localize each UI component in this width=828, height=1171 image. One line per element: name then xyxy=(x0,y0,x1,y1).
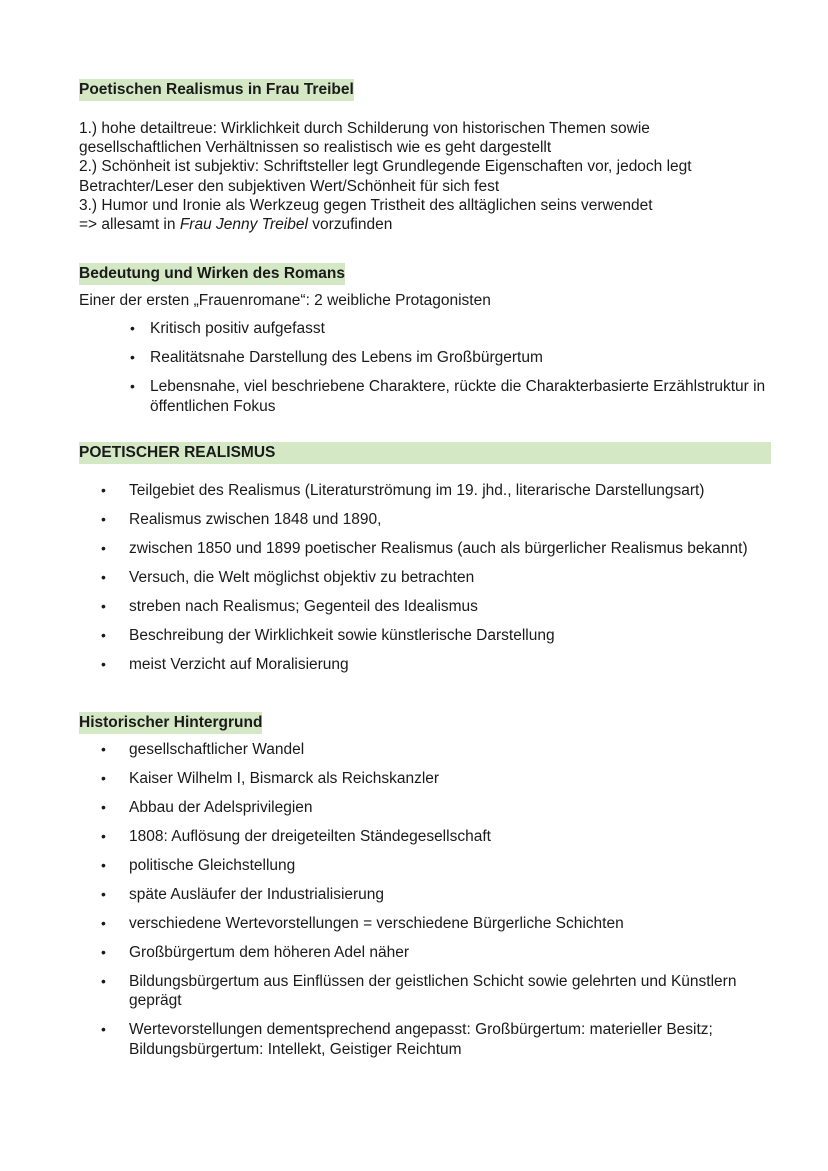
list-item-text: streben nach Realismus; Gegenteil des Idealismus xyxy=(129,597,478,615)
bullet-icon: • xyxy=(101,626,106,643)
list-item-text: Kritisch positiv aufgefasst xyxy=(150,320,325,338)
bullet-icon: • xyxy=(101,568,106,585)
bullet-list xyxy=(79,481,771,675)
section-poetischer-realismus-treibel xyxy=(79,79,771,234)
list-item xyxy=(79,597,771,617)
bullet-list xyxy=(79,319,771,416)
list-item xyxy=(79,914,771,934)
bullet-icon: • xyxy=(101,856,106,873)
list-item xyxy=(79,943,771,963)
list-item xyxy=(79,655,771,675)
paragraph: 3.) Humor und Ironie als Werkzeug gegen Tristheit des alltäglichen seins verwendet xyxy=(79,196,653,214)
document-page xyxy=(79,79,771,1069)
list-item xyxy=(79,510,771,530)
paragraph-text: vorzufinden xyxy=(307,216,393,234)
bullet-icon: • xyxy=(130,378,135,395)
bullet-icon: • xyxy=(101,914,106,931)
paragraph: 1.) hohe detailtreue: Wirklichkeit durch Schilderung von historischen Themen sowie gesellschaftlichen Verhältnissen so realistisch wie es geht dargestellt xyxy=(79,120,650,157)
list-item-text: Teilgebiet des Realismus (Literaturströmung im 19. jhd., literarische Darstellungsart) xyxy=(129,481,705,499)
bullet-icon: • xyxy=(101,943,106,960)
list-item xyxy=(79,740,771,760)
list-item xyxy=(79,377,771,416)
list-item-text: späte Ausläufer der Industrialisierung xyxy=(129,885,385,903)
list-item xyxy=(79,568,771,588)
section-heading: Historischer Hintergrund xyxy=(79,712,262,734)
list-item-text: Lebensnahe, viel beschriebene Charaktere, rückte die Charakterbasierte Erzählstruktur in öffentlichen Fokus xyxy=(150,378,766,415)
paragraph: Einer der ersten „Frauenromane“: 2 weibliche Protagonisten xyxy=(79,292,491,310)
list-item-text: Kaiser Wilhelm I, Bismarck als Reichskanzler xyxy=(129,769,440,787)
list-item xyxy=(79,626,771,646)
section-poetischer-realismus xyxy=(79,442,771,675)
list-item-text: politische Gleichstellung xyxy=(129,856,296,874)
list-item xyxy=(79,319,771,339)
section-heading: Poetischen Realismus in Frau Treibel xyxy=(79,79,354,101)
list-item xyxy=(79,1020,771,1059)
paragraph xyxy=(79,215,771,234)
section-historischer-hintergrund xyxy=(79,712,771,1060)
bullet-icon: • xyxy=(101,827,106,844)
bullet-icon: • xyxy=(101,740,106,757)
list-item-text: Großbürgertum dem höheren Adel näher xyxy=(129,943,410,961)
list-item xyxy=(79,972,771,1011)
list-item-text: Wertevorstellungen dementsprechend angepasst: Großbürgertum: materieller Besitz; Bildungsbürgertum: Intellekt, Geistiger Reichtum xyxy=(129,1021,713,1058)
list-item-text: Versuch, die Welt möglichst objektiv zu betrachten xyxy=(129,568,475,586)
list-item-text: Realismus zwischen 1848 und 1890, xyxy=(129,510,382,528)
bullet-icon: • xyxy=(101,539,106,556)
list-item xyxy=(79,798,771,818)
bullet-icon: • xyxy=(130,349,135,366)
list-item xyxy=(79,539,771,559)
bullet-icon: • xyxy=(101,885,106,902)
list-item-text: 1808: Auflösung der dreigeteilten Ständegesellschaft xyxy=(129,827,491,845)
book-title: Frau Jenny Treibel xyxy=(179,216,308,234)
bullet-icon: • xyxy=(101,1021,106,1038)
paragraph-text: => allesamt in xyxy=(79,216,180,234)
list-item xyxy=(79,348,771,368)
bullet-icon: • xyxy=(101,510,106,527)
list-item-text: Beschreibung der Wirklichkeit sowie künstlerische Darstellung xyxy=(129,626,555,644)
bullet-icon: • xyxy=(101,481,106,498)
list-item-text: zwischen 1850 und 1899 poetischer Realismus (auch als bürgerlicher Realismus bekannt) xyxy=(129,539,748,557)
list-item xyxy=(79,827,771,847)
list-item-text: Bildungsbürgertum aus Einflüssen der geistlichen Schicht sowie gelehrten und Künstlern geprägt xyxy=(129,972,737,1010)
list-item xyxy=(79,481,771,501)
list-item xyxy=(79,885,771,905)
bullet-icon: • xyxy=(101,597,106,614)
paragraph: 2.) Schönheit ist subjektiv: Schriftsteller legt Grundlegende Eigenschaften vor, jedoch legt Betrachter/Leser den subjektiven Wert/Schönheit für sich fest xyxy=(79,158,692,195)
list-item-text: verschiedene Wertevorstellungen = verschiedene Bürgerliche Schichten xyxy=(129,914,624,932)
bullet-icon: • xyxy=(130,320,135,337)
bullet-icon: • xyxy=(101,972,106,989)
list-item xyxy=(79,856,771,876)
bullet-icon: • xyxy=(101,655,106,672)
list-item-text: meist Verzicht auf Moralisierung xyxy=(129,655,349,673)
section-bedeutung-wirken xyxy=(79,263,771,416)
list-item-text: Realitätsnahe Darstellung des Lebens im Großbürgertum xyxy=(150,349,543,367)
list-item-text: gesellschaftlicher Wandel xyxy=(129,740,305,758)
section-heading: POETISCHER REALISMUS xyxy=(79,442,771,464)
list-item-text: Abbau der Adelsprivilegien xyxy=(129,798,313,816)
bullet-icon: • xyxy=(101,769,106,786)
list-item xyxy=(79,769,771,789)
section-heading: Bedeutung und Wirken des Romans xyxy=(79,263,345,285)
bullet-icon: • xyxy=(101,798,106,815)
bullet-list xyxy=(79,740,771,1060)
